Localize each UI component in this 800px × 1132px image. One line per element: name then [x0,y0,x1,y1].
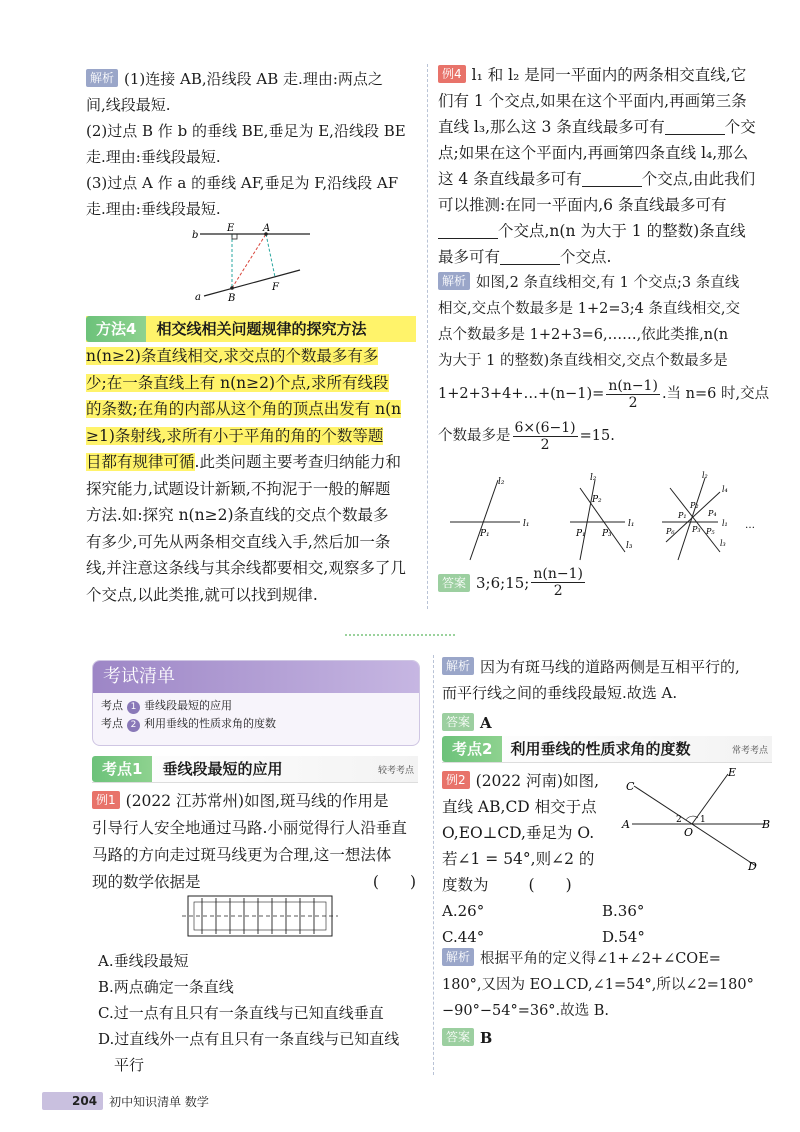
example4-line: 点;如果在这个平面内,再画第四条直线 l₄,那么 [438,144,749,162]
fraction-den: 2 [553,583,563,599]
example4-line: 们有 1 个交点,如果在这个平面内,再画第三条 [438,92,747,110]
kp2-line: 直线 AB,CD 相交于点 [442,798,597,816]
example4-tag: 例4 [438,65,466,83]
analysis-line: .当 n=6 时,交点 [661,386,770,402]
fig-label-1: 1 [700,815,706,825]
analysis-line: 相交,交点个数最多是 1+2=3;4 条直线相交,交 [438,301,741,317]
example4-line: 个交点,由此我们 [641,170,756,188]
option-c[interactable]: C.过一点有且只有一条直线与已知直线垂直 [98,1004,384,1022]
analysis-line: 走.理由:垂线段最短. [86,148,221,166]
intersecting-lines-figure [440,470,770,565]
analysis-tag: 解析 [86,69,118,87]
fig-label: P₅ [706,527,715,536]
method4-hl-line: 的条数;在角的内部从这个角的顶点出发有 n(n [86,400,402,418]
item-num: 2 [127,719,140,732]
answer-text: 3;6;15; [476,573,530,592]
answer-value: A [480,714,492,732]
kp1-banner [92,756,418,783]
fig-label: P₁ [678,511,687,520]
answer-blank[interactable] [500,248,560,265]
analysis-line: 180°,又因为 EO⊥CD,∠1=54°,所以∠2=180° [442,977,754,993]
fig-label-A: A [263,223,271,234]
option-d[interactable]: D.过直线外一点有且只有一条直线与已知直线 [98,1030,400,1048]
fraction [513,420,578,453]
example4-line: 直线 l₃,那么这 3 条直线最多可有 [438,118,665,136]
fig-label: P₃ [602,529,612,539]
method4-line: 探究能力,试题设计新颖,不拘泥于一般的解题 [86,479,391,498]
example4-line: l₁ 和 l₂ 是同一平面内的两条相交直线,它 [471,66,747,84]
analysis-line: 如图,2 条直线相交,有 1 个交点;3 条直线 [476,275,740,291]
zebra-crossing-figure [180,892,340,940]
option-c[interactable]: C.44° [442,928,485,946]
kp2-analysis [442,946,777,1052]
analysis-line: =15. [579,428,615,444]
method4-line: 有多少,可先从两条相交直线入手,然后加一条 [86,532,391,551]
analysis-line: (3)过点 A 作 a 的垂线 AF,垂足为 F,沿线段 AF [86,174,399,192]
kp2-body [442,768,632,898]
kp1-analysis [442,654,777,736]
fig-label-C: C [626,780,635,793]
example1-tag: 例1 [92,791,120,809]
kp2-freq: 常考考点 [731,745,768,756]
answer-tag: 答案 [442,713,474,731]
fig-label: l₂ [590,473,597,483]
kp1-line: 引导行人安全地通过马路.小丽觉得行人沿垂直 [92,819,407,837]
answer-tag: 答案 [438,574,470,592]
fig-label-a: a [195,292,201,303]
analysis-line: 为大于 1 的整数)条直线相交,交点个数最多是 [438,353,728,369]
kp1-paren: ( ) [372,873,416,891]
fig-label: P₂ [690,501,699,510]
kp2-label: 考点2 [442,736,502,762]
answer-blank[interactable] [665,118,725,135]
analysis-line: 个数最多是 [438,428,511,444]
exam-list-header [93,661,419,693]
fig-label: l₁ [722,519,728,528]
fig-label-A: A [622,818,630,831]
analysis-line: 因为有斑马线的道路两侧是互相平行的, [480,658,740,676]
analysis-line: 走.理由:垂线段最短. [86,200,221,218]
fig-label-b: b [192,230,199,241]
exam-list-item [101,697,411,715]
example4-body [438,62,773,270]
fraction-den: 2 [540,436,550,453]
fig-label: P₁ [480,529,490,539]
example2-tag: 例2 [442,771,470,789]
exam-list-box [92,660,420,746]
column-divider [427,64,428,609]
analysis-tag: 解析 [438,272,470,290]
option-d-cont: 平行 [114,1056,145,1074]
fraction [606,378,660,411]
method4-line: 个交点,以此类推,就可以找到规律. [86,585,318,604]
answer-value: B [480,1030,493,1047]
method4-line: 方法.如:探究 n(n≥2)条直线的交点个数最多 [86,506,389,524]
answer-blank[interactable] [438,222,498,239]
item-num: 1 [127,701,140,714]
kp2-options [442,898,772,950]
fraction-num: 6×(6−1) [514,419,576,436]
fig-label: P₁ [576,529,586,539]
fig-label: l₂ [498,477,505,487]
option-b[interactable]: B.36° [602,902,645,920]
fig-label: l₁ [628,519,635,529]
kp1-label: 考点1 [92,756,152,782]
fig-label: l₁ [523,519,530,529]
analysis-tag: 解析 [442,948,474,966]
kp1-freq: 较考考点 [377,765,414,776]
method4-title: 相交线相关问题规律的探究方法 [156,320,367,338]
option-d[interactable]: D.54° [602,928,645,946]
fig-label-B: B [228,293,236,304]
analysis-line: 间,线段最短. [86,96,171,114]
example4-line: 最多可有 [438,248,501,266]
kp2-banner [442,736,772,763]
fig-label-D: D [748,860,757,873]
fraction-den: 2 [628,394,638,411]
fig-label: P₄ [708,509,717,518]
path-figure [190,222,320,304]
example4-answer [438,566,587,599]
example4-line: 这 4 条直线最多可有 [438,170,582,188]
item-label: 考点 [101,699,123,712]
fig-label: P₆ [666,527,675,536]
column-divider-lower [433,655,434,1075]
kp1-body [92,788,424,896]
kp2-line: 度数为 [442,876,489,894]
fig-label: l₂ [702,471,708,480]
fig-label-E: E [227,223,235,234]
option-b[interactable]: B.两点确定一条直线 [98,978,234,996]
kp2-line: O,EO⊥CD,垂足为 O. [442,824,595,842]
fig-label: l₃ [626,541,633,551]
analysis-line: (1)连接 AB,沿线段 AB 走.理由:两点之 [124,70,383,88]
analysis-line: 点个数最多是 1+2+3=6,……,依此类推,n(n [438,327,729,343]
kp1-line: 现的数学依据是 [92,873,201,891]
example4-line: 个交点. [560,248,612,266]
item-text: 垂线段最短的应用 [144,699,232,712]
option-a[interactable]: A.26° [442,902,485,920]
kp2-line: (2022 河南)如图, [475,772,600,790]
analysis-line: (2)过点 B 作 b 的垂线 BE,垂足为 E,沿线段 BE [86,122,406,140]
fig-label-E: E [728,766,737,779]
top-left-analysis [86,66,416,222]
fraction [531,566,585,599]
section-separator [345,634,455,636]
kp1-options [98,948,428,1078]
method4-label: 方法4 [86,316,146,342]
fraction-num: n(n−1) [533,566,583,582]
kp2-line: 若∠1 = 54°,则∠2 的 [442,850,595,868]
analysis-line: 而平行线之间的垂线段最短.故选 A. [442,684,678,702]
footer [42,1090,209,1112]
fig-label: l₄ [722,485,728,494]
fig-label-O: O [684,826,694,839]
fig-label-2: 2 [676,815,682,825]
kp1-title: 垂线段最短的应用 [162,760,283,778]
exam-list-title: 考试清单 [103,666,175,687]
fig-label: … [745,520,755,531]
method4-hl-line: 少;在一条直线上有 n(n≥2)个点,求所有线段 [86,373,389,392]
answer-tag: 答案 [442,1028,474,1046]
method4-body [86,343,418,608]
fig-label-B: B [762,818,771,831]
fig-label: P₃ [692,525,701,534]
kp2-paren: ( ) [528,876,572,894]
analysis-line: −90°−54°=36°.故选 B. [442,1003,610,1019]
angle-figure [620,766,776,876]
fig-label-F: F [272,282,279,293]
option-a[interactable]: A.垂线段最短 [98,952,189,970]
item-text: 利用垂线的性质求角的度数 [144,717,276,730]
exam-list-item [101,715,411,733]
kp1-line: (2022 江苏常州)如图,斑马线的作用是 [125,792,389,810]
method4-hl-line: n(n≥2)条直线相交,求交点的个数最多有多 [86,347,379,365]
analysis-tag: 解析 [442,657,474,675]
analysis-line: 根据平角的定义得∠1+∠2+∠COE= [480,951,721,967]
fig-label: P₂ [592,495,602,505]
item-label: 考点 [101,717,123,730]
method4-hl-line: 目都有规律可循 [86,453,195,471]
example4-line: 个交点,n(n 为大于 1 的整数)条直线 [498,222,746,240]
fig-label: l₃ [720,539,726,548]
fraction-num: n(n−1) [608,377,658,394]
book-title: 初中知识清单 数学 [109,1094,209,1109]
answer-blank[interactable] [582,170,642,187]
analysis-line: 1+2+3+4+…+(n−1)= [438,386,605,402]
kp2-title: 利用垂线的性质求角的度数 [510,740,691,758]
method4-line: 线,并注意这条线与其余线都要相交,观察多了几 [86,559,406,577]
page-number: 204 [42,1092,103,1110]
method4-hl-line: ≥1)条射线,求所有小于平角的角的个数等题 [86,426,384,445]
example4-analysis [438,270,773,458]
kp1-line: 马路的方向走过斑马线更为合理,这一想法体 [92,846,392,864]
example4-line: 可以推测:在同一平面内,6 条直线最多可有 [438,196,727,214]
example4-line: 个交 [724,118,756,136]
method4-banner [86,316,416,342]
method4-line: .此类问题主要考查归纳能力和 [194,453,401,471]
